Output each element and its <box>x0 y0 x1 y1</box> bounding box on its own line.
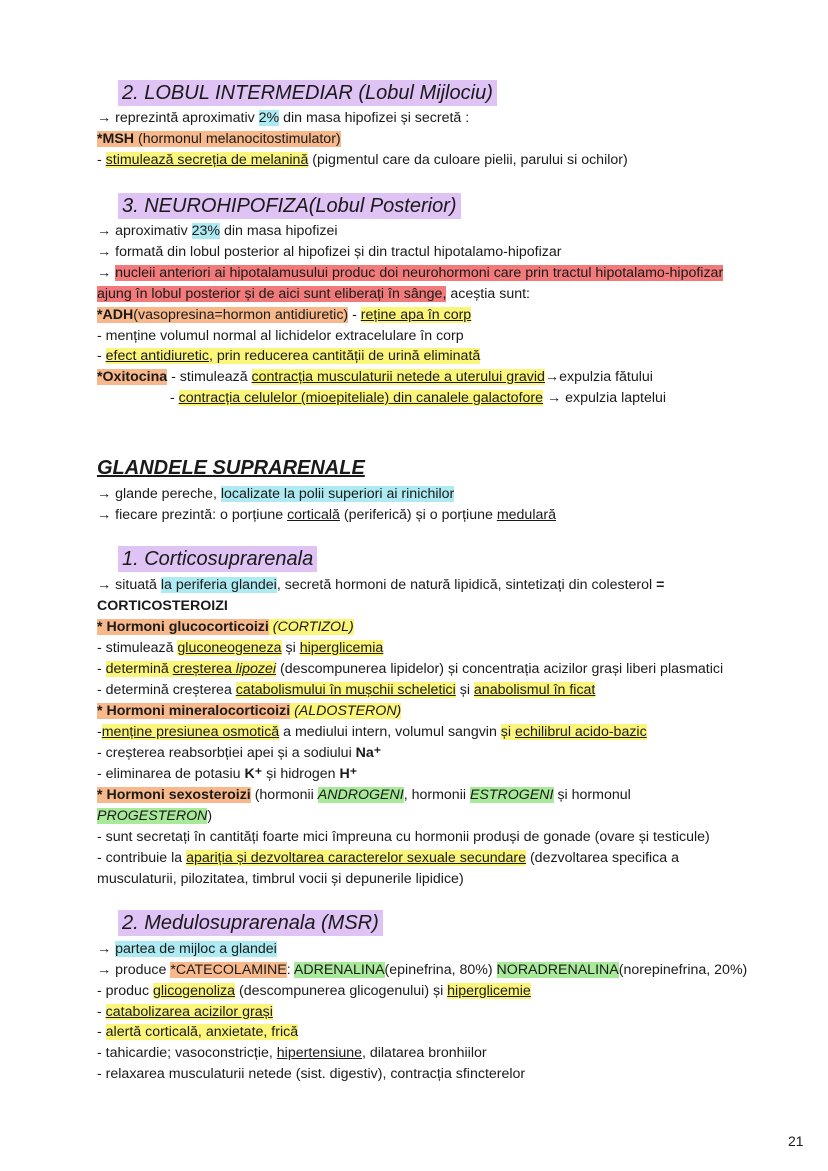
text-line: *ADH(vasopresina=hormon antidiuretic) - reține apa în corp <box>97 307 472 323</box>
text-line: - contracția celulelor (mioepiteliale) din canalele galactofore → expulzia laptelui <box>170 390 667 406</box>
section-title-corticosuprarenala: 1. Corticosuprarenala <box>118 546 317 572</box>
text-line: → formată din lobul posterior al hipofizei și din tractul hipotalamo-hipofizar <box>97 244 562 260</box>
text-line: - alertă corticală, anxietate, frică <box>97 1024 299 1040</box>
text-line: *MSH (hormonul melanocitostimulator) <box>97 131 341 147</box>
section-title-medulosuprarenala: 2. Medulosuprarenala (MSR) <box>118 910 383 936</box>
text-line: PROGESTERON) <box>97 808 213 824</box>
text-line: - stimulează secreția de melanină (pigmentul care da culoare pielii, parului si ochilor) <box>97 152 628 168</box>
text-line: * Hormoni sexosteroizi (hormonii ANDROGENI, hormonii ESTROGENI și hormonul <box>97 787 631 803</box>
text-line: - sunt secretați în cantități foarte mici împreuna cu hormonii produși de gonade (ovare și testicule) <box>97 829 710 845</box>
text-line: - relaxarea musculaturii netede (sist. digestiv), contracția sfincterelor <box>97 1066 526 1082</box>
page-number: 21 <box>788 1133 804 1149</box>
text-line: * Hormoni mineralocorticoizi (ALDOSTERON) <box>97 703 402 719</box>
text-line: CORTICOSTEROIZI <box>97 598 228 614</box>
text-line: - eliminarea de potasiu K⁺ și hidrogen H⁺ <box>97 766 358 782</box>
text-line: - contribuie la apariția și dezvoltarea caracterelor sexuale secundare (dezvoltarea specifica a <box>97 850 680 866</box>
text-line: - efect antidiuretic, prin reducerea cantității de urină eliminată <box>97 348 481 364</box>
text-line: - menține volumul normal al lichidelor extracelulare în corp <box>97 328 464 344</box>
text-line: - tahicardie; vasoconstricție, hipertensiune, dilatarea bronhiilor <box>97 1045 487 1061</box>
chapter-title-glandele-suprarenale: GLANDELE SUPRARENALE <box>97 457 365 479</box>
text-line: *Oxitocina - stimulează contracția musculaturii netede a uterului gravid→expulzia fătului <box>97 369 653 385</box>
text-line: ajung în lobul posterior și de aici sunt eliberați în sânge, aceștia sunt: <box>97 286 530 302</box>
text-line: - determină creșterea lipozei (descompunerea lipidelor) și concentrația acizilor grași liberi plasmatici <box>97 661 724 677</box>
text-line: → situată la periferia glandei, secretă hormoni de natură lipidică, sintetizați din colesterol = <box>97 577 665 593</box>
text-line: → fiecare prezintă: o porțiune corticală (periferică) și o porțiune medulară <box>97 507 556 523</box>
text-line: → reprezintă aproximativ 2% din masa hipofizei și secretă : <box>97 110 470 126</box>
text-line: - catabolizarea acizilor grași <box>97 1004 273 1020</box>
text-line: * Hormoni glucocorticoizi (CORTIZOL) <box>97 619 354 635</box>
text-line: - creșterea reabsorbției apei și a sodiului Na⁺ <box>97 745 382 761</box>
section-title-lobul-intermediar: 2. LOBUL INTERMEDIAR (Lobul Mijlociu) <box>118 80 497 106</box>
text-line: - determină creșterea catabolismului în mușchii scheletici și anabolismul în ficat <box>97 682 596 698</box>
text-line: - stimulează gluconeogeneza și hiperglicemia <box>97 640 384 656</box>
text-line: → aproximativ 23% din masa hipofizei <box>97 223 338 239</box>
text-line: → partea de mijloc a glandei <box>97 941 277 957</box>
section-title-neurohipofiza: 3. NEUROHIPOFIZA(Lobul Posterior) <box>118 193 461 219</box>
text-line: → glande pereche, localizate la polii superiori ai rinichilor <box>97 486 455 502</box>
text-line: musculaturii, pilozitatea, timbrul vocii și depunerile lipidice) <box>97 871 464 887</box>
text-line: → nucleii anteriori ai hipotalamusului produc doi neurohormoni care prin tractul hipotalamo-hipofizar <box>97 265 724 281</box>
text-line: -menține presiunea osmotică a mediului intern, volumul sangvin și echilibrul acido-bazic <box>97 724 647 740</box>
text-line: - produc glicogenoliza (descompunerea glicogenului) și hiperglicemie <box>97 983 531 999</box>
text-line: → produce *CATECOLAMINE: ADRENALINA(epinefrina, 80%) NORADRENALINA(norepinefrina, 20%) <box>97 962 748 978</box>
